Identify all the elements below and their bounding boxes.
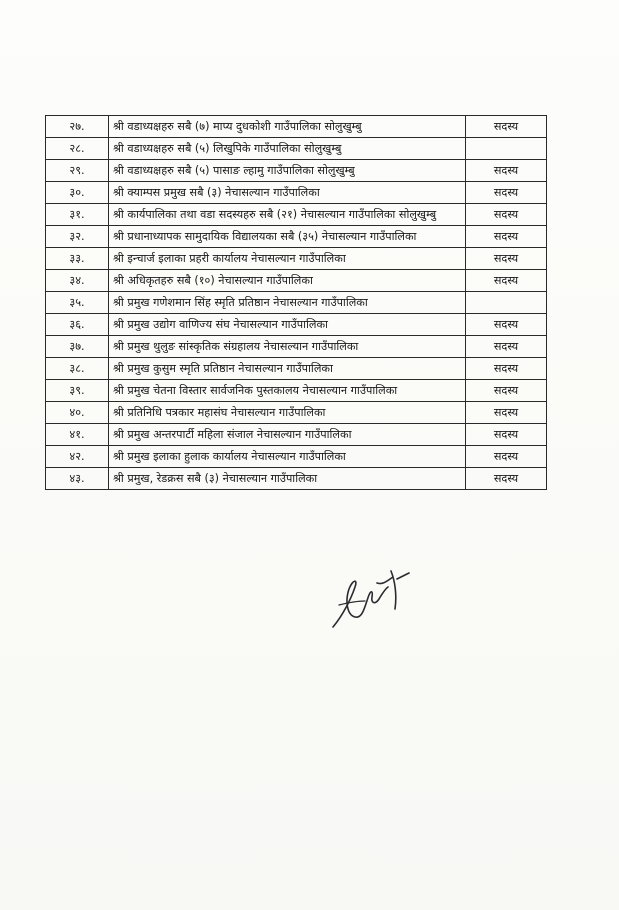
member-description: श्री प्रमुख थुलुङ सांस्कृतिक संग्रहालय नेचासल्यान गाउँपालिका [109,336,466,358]
table-row [46,358,547,380]
table-row [46,446,547,468]
member-description: श्री प्रमुख गणेशमान सिंह स्मृति प्रतिष्ठान नेचासल्यान गाउँपालिका [109,292,466,314]
member-role: सदस्य [466,336,547,358]
member-description: श्री अधिकृतहरु सबै (१०) नेचासल्यान गाउँपालिका [109,270,466,292]
serial-number: ३२. [46,226,109,248]
table-row [46,424,547,446]
member-role: सदस्य [466,182,547,204]
member-description: श्री इन्चार्ज इलाका प्रहरी कार्यालय नेचासल्यान गाउँपालिका [109,248,466,270]
member-description: श्री वडाध्यक्षहरु सबै (७) माप्य दुधकोशी गाउँपालिका सोलुखुम्बु [109,116,466,138]
serial-number: २९. [46,160,109,182]
member-description: श्री वडाध्यक्षहरु सबै (५) पासाङ ल्हामु गाउँपालिका सोलुखुम्बु [109,160,466,182]
member-description: श्री कार्यपालिका तथा वडा सदस्यहरु सबै (२१) नेचासल्यान गाउँपालिका सोलुखुम्बु [109,204,466,226]
member-list-table [45,115,547,490]
member-role: सदस्य [466,248,547,270]
member-description: श्री प्रतिनिधि पत्रकार महासंघ नेचासल्यान गाउँपालिका [109,402,466,424]
serial-number: ३६. [46,314,109,336]
member-role: सदस्य [466,358,547,380]
table-row [46,292,547,314]
table-row [46,380,547,402]
serial-number: ३८. [46,358,109,380]
member-role: सदस्य [466,116,547,138]
serial-number: ४२. [46,446,109,468]
serial-number: २८. [46,138,109,160]
member-role: सदस्य [466,226,547,248]
serial-number: २७. [46,116,109,138]
table-row [46,116,547,138]
member-role: सदस्य [466,314,547,336]
member-role: सदस्य [466,270,547,292]
member-role: सदस्य [466,402,547,424]
serial-number: ४०. [46,402,109,424]
member-role: सदस्य [466,204,547,226]
table-row [46,314,547,336]
table-row [46,138,547,160]
signature-icon [325,565,415,635]
member-description: श्री प्रमुख इलाका हुलाक कार्यालय नेचासल्यान गाउँपालिका [109,446,466,468]
member-role: सदस्य [466,468,547,490]
serial-number: ३०. [46,182,109,204]
table-row [46,336,547,358]
member-role [466,138,547,160]
member-role: सदस्य [466,160,547,182]
serial-number: ४३. [46,468,109,490]
member-list-body [46,116,547,490]
member-description: श्री प्रमुख चेतना विस्तार सार्वजनिक पुस्तकालय नेचासल्यान गाउँपालिका [109,380,466,402]
table-row [46,204,547,226]
serial-number: ४१. [46,424,109,446]
member-role: सदस्य [466,446,547,468]
table-row [46,468,547,490]
member-role: सदस्य [466,380,547,402]
member-description: श्री प्रमुख अन्तरपार्टी महिला संजाल नेचासल्यान गाउँपालिका [109,424,466,446]
table-row [46,226,547,248]
serial-number: ३३. [46,248,109,270]
member-description: श्री प्रमुख उद्योग वाणिज्य संघ नेचासल्यान गाउँपालिका [109,314,466,336]
table-row [46,270,547,292]
table-row [46,182,547,204]
member-role: सदस्य [466,424,547,446]
serial-number: ३१. [46,204,109,226]
member-description: श्री प्रमुख कुसुम स्मृति प्रतिष्ठान नेचासल्यान गाउँपालिका [109,358,466,380]
serial-number: ३५. [46,292,109,314]
member-description: श्री प्रधानाध्यापक सामुदायिक विद्यालयका सबै (३५) नेचासल्यान गाउँपालिका [109,226,466,248]
member-description: श्री प्रमुख, रेडक्रस सबै (३) नेचासल्यान गाउँपालिका [109,468,466,490]
serial-number: ३९. [46,380,109,402]
member-role [466,292,547,314]
table-row [46,160,547,182]
serial-number: ३७. [46,336,109,358]
member-description: श्री क्याम्पस प्रमुख सबै (३) नेचासल्यान गाउँपालिका [109,182,466,204]
table-row [46,248,547,270]
table-row [46,402,547,424]
member-description: श्री वडाध्यक्षहरु सबै (५) लिखुपिके गाउँपालिका सोलुखुम्बु [109,138,466,160]
serial-number: ३४. [46,270,109,292]
